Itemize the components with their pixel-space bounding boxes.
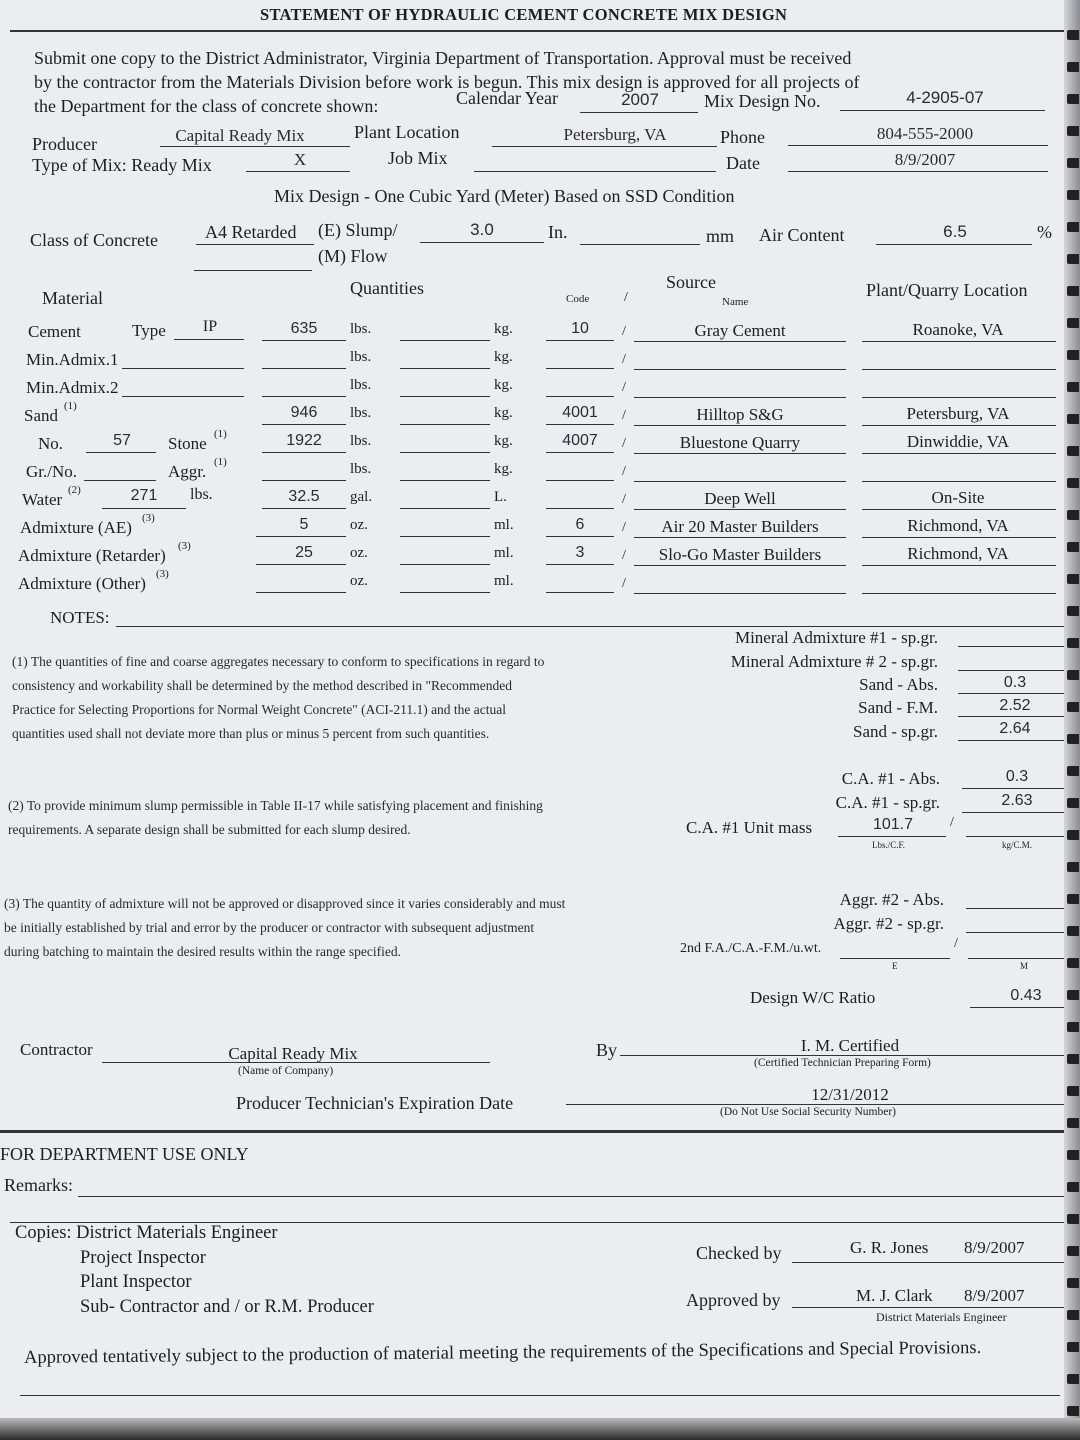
location-line-water <box>862 509 1056 510</box>
expiration-label: Producer Technician's Expiration Date <box>236 1093 514 1113</box>
quantity-line-sand <box>262 424 346 425</box>
producer-label: Producer <box>32 134 97 154</box>
note-3: (3) The quantity of admixture will not be approved or disapproved since it varies considerably and must be initially established by trial and error by the producer or contractor with subsequent adjustment during batching to maintain the desired results within the range specified. <box>4 896 566 959</box>
location-water: On-Site <box>931 488 985 507</box>
material-label-cement: Cement <box>28 322 81 341</box>
location-ae: Richmond, VA <box>907 516 1009 535</box>
material-label-ret: Admixture (Retarder) <box>18 546 166 565</box>
wc-ratio-value: 0.43 <box>1010 987 1042 1004</box>
quantity-line-ret <box>256 564 346 565</box>
code-slash-water: / <box>622 492 626 507</box>
binding-ring <box>1067 1278 1079 1288</box>
dme-caption: District Materials Engineer <box>876 1310 1007 1324</box>
source-line-other <box>634 593 846 594</box>
type-of-mix-label: Type of Mix: Ready Mix <box>32 155 212 175</box>
metric-unit-water: L. <box>494 489 507 505</box>
copies-subcontractor: Sub- Contractor and / or R.M. Producer <box>80 1297 374 1317</box>
binding-ring <box>1067 1246 1079 1256</box>
header-code: Code <box>566 293 590 305</box>
e-marker: E <box>892 961 898 971</box>
binding-ring <box>1067 958 1079 968</box>
binding-ring <box>1067 830 1079 840</box>
location-stone: Dinwiddie, VA <box>906 432 1010 451</box>
in-label: In. <box>548 222 568 242</box>
footnote-ref-other: (3) <box>156 568 169 580</box>
water-lbs-value: 271 <box>130 487 158 504</box>
binding-ring <box>1067 542 1079 552</box>
quantity-ae: 5 <box>299 516 309 533</box>
header-material: Material <box>42 288 103 308</box>
code-slash-min1: / <box>622 352 626 367</box>
ca1-abs-value: 0.3 <box>1005 768 1029 785</box>
binding-ring <box>1067 30 1079 40</box>
stone-no-value: 57 <box>113 432 131 449</box>
metric-line-cement <box>400 340 490 341</box>
wc-ratio-label: Design W/C Ratio <box>750 988 876 1007</box>
location-cement: Roanoke, VA <box>912 320 1004 339</box>
source-name-water: Deep Well <box>704 489 776 508</box>
code-sand: 4001 <box>562 404 598 421</box>
source-line-min2 <box>634 397 846 398</box>
certified-tech-caption: (Certified Technician Preparing Form) <box>754 1057 931 1069</box>
code-slash-aggr: / <box>622 464 626 479</box>
ca1-unit-mass-label: C.A. #1 Unit mass <box>686 818 813 837</box>
material-label-stone: Stone <box>168 434 207 453</box>
code-ae: 6 <box>575 516 585 533</box>
binding-ring <box>1067 702 1079 712</box>
binding-ring <box>1067 734 1079 744</box>
header-quantities: Quantities <box>350 278 424 298</box>
binding-ring <box>1067 766 1079 776</box>
approval-footer: Approved tentatively subject to the production of material meeting the requirements of the Specifications and Special Provisions. <box>24 1337 982 1368</box>
binding-ring <box>1067 798 1079 808</box>
quantity-cement: 635 <box>290 320 318 337</box>
metric-line-water <box>400 508 490 509</box>
code-line-min2 <box>546 396 614 397</box>
contractor-label: Contractor <box>20 1040 93 1059</box>
location-line-min1 <box>862 369 1056 370</box>
metric-unit-min2: kg. <box>494 377 513 393</box>
copies-district: Copies: District Materials Engineer <box>15 1223 278 1243</box>
location-line-other <box>862 593 1056 594</box>
unit-water: gal. <box>350 489 373 505</box>
plant-location-label: Plant Location <box>354 122 460 142</box>
second-fa-label: 2nd F.A./C.A.-F.M./u.wt. <box>680 941 822 956</box>
code-line-other <box>546 592 614 593</box>
material-label-aggr: Aggr. <box>168 462 207 481</box>
material-label-min2: Min.Admix.2 <box>26 378 119 397</box>
source-name-ret: Slo-Go Master Builders <box>658 545 822 564</box>
code-line-aggr <box>546 480 614 481</box>
approved-by-name: M. J. Clark <box>856 1286 933 1305</box>
material-label-ae: Admixture (AE) <box>20 518 132 537</box>
location-line-cement <box>862 341 1056 342</box>
binding-ring <box>1067 126 1079 136</box>
water-lbs-line <box>102 508 186 509</box>
metric-line-ae <box>400 536 490 537</box>
aggr-grno-label: Gr./No. <box>26 462 77 481</box>
metric-unit-aggr: kg. <box>494 461 513 477</box>
cement-type-value: IP <box>202 318 218 335</box>
binding-ring <box>1067 574 1079 584</box>
cement-type-line <box>174 339 244 340</box>
phone-label: Phone <box>720 127 765 147</box>
binding-ring <box>1067 1182 1079 1192</box>
binding-ring <box>1067 1118 1079 1128</box>
binding-ring <box>1067 606 1079 616</box>
quantity-stone: 1922 <box>286 432 322 449</box>
slump-label: (E) Slump/ <box>318 220 398 240</box>
binding-ring <box>1067 254 1079 264</box>
source-line-aggr <box>634 481 846 482</box>
class-of-concrete-value: A4 Retarded <box>205 222 297 242</box>
location-sand: Petersburg, VA <box>906 404 1010 423</box>
plant-location-value: Petersburg, VA <box>563 125 667 144</box>
mix-design-form: STATEMENT OF HYDRAULIC CEMENT CONCRETE MIX DESIGN Submit one copy to the District Administrator, Virginia Department of Transportation. Approval must be received by the contractor from the Materials Division before work is begun. This mix design is approved for all projects of the Department for the class of concrete shown: Calendar Year 2007 Mix Design No. 4-2905-07 Producer Capital Ready Mix Plant Location Petersburg, VA Phone 804-555-2000 Type of Mix: Ready Mix X Job Mix Date 8/9/2007 Mix Design - One Cubic Yard (Meter) Based on SSD Condition Class of Concrete A4 Retarded (E) Slump/ 3.0 In. mm Air Content 6.5 % (M) Flow Material Quantities Source Code / Name Plant/Quarry Location Cement 635 lbs. kg. 10 / Gray Cement Roanoke, VA Min.Admix.1 lbs. kg. / Min.Admix.2 lbs. kg. / Sand (1) 946 lbs. kg. 4001 / Hilltop S&G Petersburg, VA Stone (1) 1922 lbs. kg. 4007 / Bluestone Quarry Dinwiddie, VA Aggr. (1) lbs. kg. / Water (2) 32.5 gal. L. / Deep Well On-Site Admixture (AE) (3) 5 oz. ml. 6 / Air 20 Master Builders Richmond, VA Admixture (Retarder) (3) 25 oz. ml. 3 / Slo-Go Master Builders Richmond, VA Admixture (Other) (3) oz. ml. / Type IP No. 57 Gr./No. 271 lbs. NOTES: (1) The quantities of fine and coarse aggregates necessary to conform to specifications in regard to consistency and workability shall be determined by the method described in "Recommended Practice for Selecting Proportions for Normal Weight Concrete" (ACI-211.1) and the actual quantities used shall not deviate more than plus or minus 5 percent from such quantities. (2) To provide minimum slump permissible in Table II-17 while satisfying placement and finishing requirements. A separate design shall be submitted for each slump desired. (3) The quantity of admixture will not be approved or disapproved since it varies considerably and must be initially established by trial and error by the producer or contractor with subsequent adjustment during batching to maintain the desired results within the range specified. Mineral Admixture #1 - sp.gr. Mineral Admixture # 2 - sp.gr. Sand - Abs. 0.3 Sand - F.M. 2.52 Sand - sp.gr. 2.64 C.A. #1 - Abs. 0.3 C.A. #1 - sp.gr. 2.63 C.A. #1 Unit mass 101.7 / Lbs./C.F. kg/C.M. Aggr. #2 - Abs. Aggr. #2 - sp.gr. 2nd F.A./C.A.-F.M./u.wt. / E M Design W/C Ratio 0.43 Contractor Capital Ready Mix (Name of Company) By I. M. Certified (Certified Technician Preparing Form) Producer Technician's Expiration Date 12/31/2012 (Do Not Use Social Security Number) FOR DEPARTMENT USE ONLY Remarks: Copies: District Materials Engineer Project Inspector Plant Inspector Sub- Contractor and / or R.M. Producer Checked by G. R. Jones 8/9/2007 Approved by M. J. Clark 8/9/2007 District Materials Engineer Approved tentatively subject to the production of material meeting the requirements of the Specifications and Special Provisions. <box>0 0 1080 1440</box>
binding-ring <box>1067 990 1079 1000</box>
min1-line <box>122 368 244 369</box>
material-label-water: Water <box>22 490 63 509</box>
phone-value: 804-555-2000 <box>876 124 974 143</box>
sand-fm-label: Sand - F.M. <box>858 698 938 717</box>
binding-ring <box>1067 318 1079 328</box>
binding-ring <box>1067 510 1079 520</box>
code-line-min1 <box>546 368 614 369</box>
copies-plant-inspector: Plant Inspector <box>80 1272 192 1292</box>
quantity-line-min2 <box>262 396 346 397</box>
ca1-abs-label: C.A. #1 - Abs. <box>841 769 940 788</box>
min2-line <box>122 396 244 397</box>
expiration-value: 12/31/2012 <box>811 1085 889 1104</box>
code-slash-stone: / <box>622 436 626 451</box>
ca1-unit-mass-value: 101.7 <box>872 816 914 833</box>
checked-by-date: 8/9/2007 <box>964 1238 1025 1257</box>
unit-sand: lbs. <box>350 405 372 421</box>
binding-ring <box>1067 1022 1079 1032</box>
date-label: Date <box>726 153 760 173</box>
source-name-sand: Hilltop S&G <box>696 405 784 424</box>
metric-line-min2 <box>400 396 490 397</box>
ca1-spgr-value: 2.63 <box>1001 792 1033 809</box>
department-heading: FOR DEPARTMENT USE ONLY <box>0 1144 249 1164</box>
code-line-ret <box>546 564 614 565</box>
quantity-line-cement <box>262 340 346 341</box>
unit-min2: lbs. <box>350 377 372 393</box>
location-line-stone <box>862 453 1056 454</box>
header-name: Name <box>722 296 749 308</box>
date-value: 8/9/2007 <box>894 150 956 169</box>
quantity-line-aggr <box>262 480 346 481</box>
stone-no-label: No. <box>38 434 64 453</box>
binding-ring <box>1067 1374 1079 1384</box>
code-stone: 4007 <box>562 432 598 449</box>
source-line-cement <box>634 341 846 342</box>
job-mix-label: Job Mix <box>388 148 448 168</box>
unit-ae: oz. <box>350 517 368 533</box>
copies-project-inspector: Project Inspector <box>80 1248 206 1268</box>
binding-ring <box>1067 926 1079 936</box>
slump-value: 3.0 <box>470 220 494 239</box>
quantity-sand: 946 <box>290 404 318 421</box>
unit-cement: lbs. <box>350 321 372 337</box>
metric-unit-min1: kg. <box>494 349 513 365</box>
remarks-label: Remarks: <box>4 1175 73 1195</box>
aggr2-spgr-label: Aggr. #2 - sp.gr. <box>833 914 944 933</box>
material-label-sand: Sand <box>24 406 58 425</box>
water-lbs-unit: lbs. <box>190 486 213 503</box>
code-slash-min2: / <box>622 380 626 395</box>
binding-ring <box>1067 190 1079 200</box>
note-2: (2) To provide minimum slump permissible in Table II-17 while satisfying placement and finishing requirements. A separate design shall be submitted for each slump desired. <box>8 798 543 837</box>
location-line-min2 <box>862 397 1056 398</box>
intro-line-1: Submit one copy to the District Administrator, Virginia Department of Transportation. Approval must be received <box>34 48 852 68</box>
min2-spgr-label: Mineral Admixture # 2 - sp.gr. <box>730 652 938 671</box>
metric-unit-ae: ml. <box>494 517 514 533</box>
location-line-ae <box>862 537 1056 538</box>
note-1: (1) The quantities of fine and coarse aggregates necessary to conform to specifications in regard to consistency and workability shall be determined by the method described in "Recommended Practice for Selecting Proportions for Normal Weight Concrete" (ACI-211.1) and the actual quantities used shall not deviate more than plus or minus 5 percent from such quantities. <box>12 654 545 741</box>
header-plant-quarry: Plant/Quarry Location <box>866 280 1028 300</box>
min1-spgr-label: Mineral Admixture #1 - sp.gr. <box>734 628 938 647</box>
binding-ring <box>1067 894 1079 904</box>
sand-spgr-value: 2.64 <box>999 720 1031 737</box>
metric-line-aggr <box>400 480 490 481</box>
unit-stone: lbs. <box>350 433 372 449</box>
material-label-other: Admixture (Other) <box>18 574 146 593</box>
stone-no-line <box>86 452 156 453</box>
footnote-ref-aggr: (1) <box>214 456 227 468</box>
code-slash-ret: / <box>622 548 626 563</box>
metric-line-ret <box>400 564 490 565</box>
code-line-ae <box>546 536 614 537</box>
source-line-stone <box>634 453 846 454</box>
intro-line-2: by the contractor from the Materials Division before work is begun. This mix design is approved for all projects of <box>34 72 860 92</box>
binding-ring <box>1067 1086 1079 1096</box>
code-line-water <box>546 508 614 509</box>
quantity-line-stone <box>262 452 346 453</box>
air-content-label: Air Content <box>759 225 845 245</box>
binding-ring <box>1067 1342 1079 1352</box>
code-slash-cement: / <box>622 324 626 339</box>
metric-line-sand <box>400 424 490 425</box>
code-slash-other: / <box>622 576 626 591</box>
source-name-ae: Air 20 Master Builders <box>661 517 819 536</box>
binding-ring <box>1067 638 1079 648</box>
source-line-ret <box>634 565 846 566</box>
metric-line-stone <box>400 452 490 453</box>
header-source: Source <box>666 272 716 292</box>
footnote-ref-stone: (1) <box>214 428 227 440</box>
metric-unit-ret: ml. <box>494 545 514 561</box>
ready-mix-mark: X <box>293 150 307 169</box>
page-bottom-edge <box>0 1418 1080 1440</box>
flow-label: (M) Flow <box>318 246 388 266</box>
source-line-sand <box>634 425 846 426</box>
spiral-binding <box>1064 0 1080 1440</box>
metric-unit-cement: kg. <box>494 321 513 337</box>
mix-design-no-label: Mix Design No. <box>704 91 821 111</box>
metric-unit-sand: kg. <box>494 405 513 421</box>
form-title: STATEMENT OF HYDRAULIC CEMENT CONCRETE MIX DESIGN <box>260 5 788 24</box>
source-line-water <box>634 509 846 510</box>
binding-ring <box>1067 62 1079 72</box>
notes-label: NOTES: <box>50 608 110 627</box>
source-line-min1 <box>634 369 846 370</box>
producer-value: Capital Ready Mix <box>175 126 305 145</box>
binding-ring <box>1067 1214 1079 1224</box>
binding-ring <box>1067 862 1079 872</box>
cement-type-label: Type <box>132 321 166 340</box>
title-rule <box>10 30 1065 32</box>
no-ssn-caption: (Do Not Use Social Security Number) <box>720 1106 896 1118</box>
class-of-concrete-label: Class of Concrete <box>30 230 158 250</box>
code-slash-sand: / <box>622 408 626 423</box>
source-name-stone: Bluestone Quarry <box>679 433 801 452</box>
aggr2-abs-label: Aggr. #2 - Abs. <box>839 890 944 909</box>
quantity-water: 32.5 <box>288 488 320 505</box>
metric-line-other <box>400 592 490 593</box>
quantity-ret: 25 <box>295 544 313 561</box>
footnote-ref-ae: (3) <box>142 512 155 524</box>
binding-ring <box>1067 94 1079 104</box>
unit-other: oz. <box>350 573 368 589</box>
binding-ring <box>1067 1406 1079 1416</box>
mm-label: mm <box>706 226 735 246</box>
quantity-line-other <box>256 592 346 593</box>
binding-ring <box>1067 286 1079 296</box>
binding-ring <box>1067 382 1079 392</box>
unit-ret: oz. <box>350 545 368 561</box>
location-line-sand <box>862 425 1056 426</box>
sand-abs-value: 0.3 <box>1003 674 1027 691</box>
mix-basis: Mix Design - One Cubic Yard (Meter) Based on SSD Condition <box>274 186 735 206</box>
location-ret: Richmond, VA <box>907 544 1009 563</box>
sand-abs-label: Sand - Abs. <box>859 675 938 694</box>
metric-unit-stone: kg. <box>494 433 513 449</box>
code-slash-ae: / <box>622 520 626 535</box>
material-label-min1: Min.Admix.1 <box>26 350 119 369</box>
binding-ring <box>1067 446 1079 456</box>
binding-ring <box>1067 1054 1079 1064</box>
location-line-aggr <box>862 481 1056 482</box>
by-value: I. M. Certified <box>800 1036 900 1055</box>
approved-by-label: Approved by <box>686 1290 781 1310</box>
binding-ring <box>1067 478 1079 488</box>
unit-aggr: lbs. <box>350 461 372 477</box>
checked-by-name: G. R. Jones <box>850 1238 929 1257</box>
sand-fm-value: 2.52 <box>999 697 1031 714</box>
intro-line-3: the Department for the class of concrete shown: <box>34 96 379 116</box>
footnote-ref-ret: (3) <box>178 540 191 552</box>
binding-ring <box>1067 414 1079 424</box>
binding-ring <box>1067 1150 1079 1160</box>
calendar-year-value: 2007 <box>621 90 659 109</box>
quantity-line-water <box>262 508 346 509</box>
code-cement: 10 <box>571 320 589 337</box>
ca1-spgr-label: C.A. #1 - sp.gr. <box>835 793 940 812</box>
binding-ring <box>1067 158 1079 168</box>
binding-ring <box>1067 1310 1079 1320</box>
binding-ring <box>1067 670 1079 680</box>
source-name-cement: Gray Cement <box>694 321 786 340</box>
aggr-grno-line <box>84 480 156 481</box>
code-ret: 3 <box>575 544 585 561</box>
footnote-ref-water: (2) <box>68 484 81 496</box>
location-line-ret <box>862 565 1056 566</box>
source-line-ae <box>634 537 846 538</box>
lbs-per-cf: Lbs./C.F. <box>872 840 906 850</box>
quantity-line-ae <box>256 536 346 537</box>
kg-per-cm: kg/C.M. <box>1002 840 1033 850</box>
code-line-stone <box>546 452 614 453</box>
checked-by-label: Checked by <box>696 1243 782 1263</box>
metric-line-min1 <box>400 368 490 369</box>
unit-min1: lbs. <box>350 349 372 365</box>
name-of-company-caption: (Name of Company) <box>238 1065 334 1077</box>
sand-spgr-label: Sand - sp.gr. <box>853 722 938 741</box>
code-line-sand <box>546 424 614 425</box>
contractor-value: Capital Ready Mix <box>228 1044 358 1063</box>
binding-ring <box>1067 222 1079 232</box>
binding-ring <box>1067 350 1079 360</box>
approved-by-date: 8/9/2007 <box>964 1286 1025 1305</box>
m-marker: M <box>1020 961 1029 971</box>
air-content-value: 6.5 <box>943 222 967 241</box>
by-label: By <box>596 1040 618 1060</box>
metric-unit-other: ml. <box>494 573 514 589</box>
mix-design-no-value: 4-2905-07 <box>906 88 984 107</box>
code-line-cement <box>546 340 614 341</box>
percent-sign: % <box>1037 222 1052 242</box>
footnote-ref-sand: (1) <box>64 400 77 412</box>
calendar-year-label: Calendar Year <box>456 88 558 108</box>
quantity-line-min1 <box>262 368 346 369</box>
